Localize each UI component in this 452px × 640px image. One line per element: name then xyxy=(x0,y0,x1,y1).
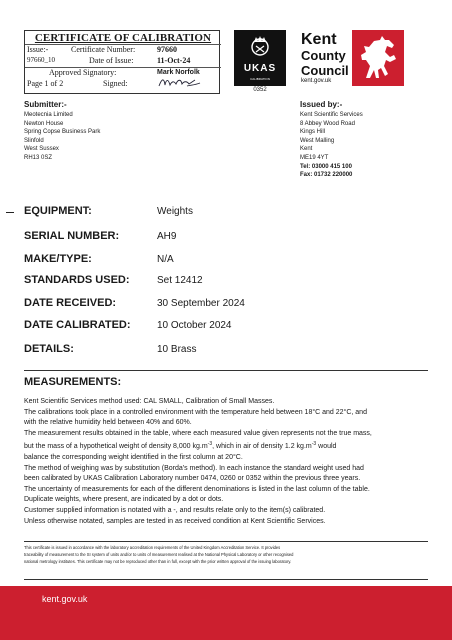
certificate-header-box xyxy=(24,30,220,94)
issuer-address xyxy=(300,100,450,180)
kent-horse-emblem xyxy=(352,30,404,86)
make-type-label: MAKE/TYPE: xyxy=(24,253,92,265)
measurements-line xyxy=(24,439,432,453)
footer-bar xyxy=(0,586,452,640)
address-line: Spring Copse Business Park xyxy=(24,129,101,136)
measurements-line: The uncertainty of measurements for each of the different denominations is listed in the last column of the table. xyxy=(24,485,370,493)
measurements-line: with the relative humidity held between 40% and 60%. xyxy=(24,419,192,427)
issue-label: Issue:- xyxy=(27,45,49,54)
standards-used-label: STANDARDS USED: xyxy=(24,274,130,286)
address-line: Kent Scientific Services xyxy=(300,112,363,118)
issue-code: 97660_10 xyxy=(27,56,55,64)
measurements-line: Duplicate weights, where present, are indicated by a dot or dots. xyxy=(24,496,224,504)
serial-number-label: SERIAL NUMBER: xyxy=(24,230,120,242)
measurements-heading: MEASUREMENTS: xyxy=(24,376,122,388)
equipment-value: Weights xyxy=(157,206,193,217)
certificate-number-label: Certificate Number: xyxy=(71,45,136,54)
details-value: 10 Brass xyxy=(157,344,197,355)
divider xyxy=(24,579,428,580)
ukas-lab-number: 0352 xyxy=(253,87,267,93)
address-line: Kings Hill xyxy=(300,129,326,136)
certificate-number: 97660 xyxy=(157,45,177,54)
signature xyxy=(157,75,203,89)
measurements-body xyxy=(24,397,432,527)
footer-url: kent.gov.uk xyxy=(42,594,88,604)
accreditation-footnote xyxy=(24,544,432,566)
address-line: ME19 4YT xyxy=(300,154,329,161)
date-calibrated-label: DATE CALIBRATED: xyxy=(24,319,131,331)
address-line: Kent xyxy=(300,146,313,153)
rearing-horse-icon xyxy=(352,30,404,86)
address-line: Slinfold xyxy=(24,137,44,144)
submitter-heading: Submitter:- xyxy=(24,100,67,109)
kent-wordmark-line2: County xyxy=(301,48,346,63)
date-calibrated-value: 10 October 2024 xyxy=(157,320,232,331)
divider xyxy=(24,370,428,371)
equipment-label: EQUIPMENT: xyxy=(24,205,92,217)
address-line: 8 Abbey Wood Road xyxy=(300,120,355,127)
kent-wordmark-line1: Kent xyxy=(301,31,337,48)
footnote-line: national metrology institutes. This certificate may not be reproduced other than in full, except with the prior written approval of the issuing laboratory. xyxy=(24,559,292,565)
submitter-address xyxy=(24,100,204,163)
ukas-logo xyxy=(234,30,286,86)
page-indicator: Page 1 of 2 xyxy=(27,79,64,88)
serial-number-value: AH9 xyxy=(157,231,177,242)
measurements-text: would xyxy=(316,443,337,451)
details-label: DETAILS: xyxy=(24,343,74,355)
issuer-telephone: Tel: 03000 415 100 xyxy=(300,163,352,170)
measurements-text: , which in air of density 1.2 kg.m xyxy=(212,443,312,451)
certificate-title: CERTIFICATE OF CALIBRATION xyxy=(34,32,212,44)
date-received-label: DATE RECEIVED: xyxy=(24,297,117,309)
standards-used-value: Set 12412 xyxy=(157,275,203,286)
address-line: West Malling xyxy=(300,137,335,144)
margin-mark xyxy=(6,212,14,213)
date-received-value: 30 September 2024 xyxy=(157,298,245,309)
measurements-line: The method of weighing was by substitution (Borda's method). In each instance the standard weight used had xyxy=(24,464,364,472)
crown-icon xyxy=(246,33,274,59)
ukas-subtitle: CALIBRATION xyxy=(250,77,270,81)
measurements-line: Customer supplied information is notated with a -, and results relate only to the item(s) calibrated. xyxy=(24,506,326,514)
ukas-wordmark: UKAS xyxy=(243,63,277,74)
signed-label: Signed: xyxy=(103,79,128,88)
address-line: Newton House xyxy=(24,120,64,127)
approved-signatory-name: Mark Norfolk xyxy=(157,69,200,76)
approved-signatory-label: Approved Signatory: xyxy=(49,68,117,77)
address-line: RH13 0SZ xyxy=(24,154,53,161)
measurements-line: Kent Scientific Services method used: CAL SMALL, Calibration of Small Masses. xyxy=(24,398,275,405)
date-of-issue-label: Date of Issue: xyxy=(89,56,134,65)
measurements-line: balance the corresponding weight identified in the first column at 20°C. xyxy=(24,453,243,461)
make-type-value: N/A xyxy=(157,254,174,265)
exponent: -3 xyxy=(207,441,213,448)
measurements-line: Unless otherwise notated, samples are tested in as received condition at Kent Scientific Services. xyxy=(24,517,326,525)
exponent: -3 xyxy=(311,441,317,448)
address-line: Meotecnia Limited xyxy=(24,112,73,118)
kent-logo-url: kent.gov.uk xyxy=(301,78,332,84)
footnote-line: traceability of measurement to the SI system of units and/or to units of measurement realised at the National Physical Laboratory or other recognised xyxy=(24,552,294,558)
issuer-fax: Fax: 01732 220000 xyxy=(300,172,353,179)
date-of-issue: 11-Oct-24 xyxy=(157,56,191,65)
measurements-line: been calibrated by UKAS Calibration Laboratory number 0474, 0260 or 0352 within the previous three years. xyxy=(24,475,361,483)
address-line: West Sussex xyxy=(24,146,59,153)
issuer-heading: Issued by:- xyxy=(300,100,343,109)
measurements-line: The calibrations took place in a controlled environment with the temperature held between 18°C and 22°C, and xyxy=(24,408,367,416)
measurements-text: but the mass of a hypothetical weight of density 8,000 kg.m xyxy=(24,443,208,451)
measurements-line: The measurement results obtained in the table, where each measured value given represents not the true mass, xyxy=(24,429,372,437)
kent-logo-text xyxy=(298,30,353,86)
kent-wordmark-line3: Council xyxy=(301,63,349,78)
divider xyxy=(24,541,428,542)
footnote-line: This certificate is issued in accordance with the laboratory accreditation requirements of the United Kingdom Accreditation Service. It provides xyxy=(24,545,281,550)
